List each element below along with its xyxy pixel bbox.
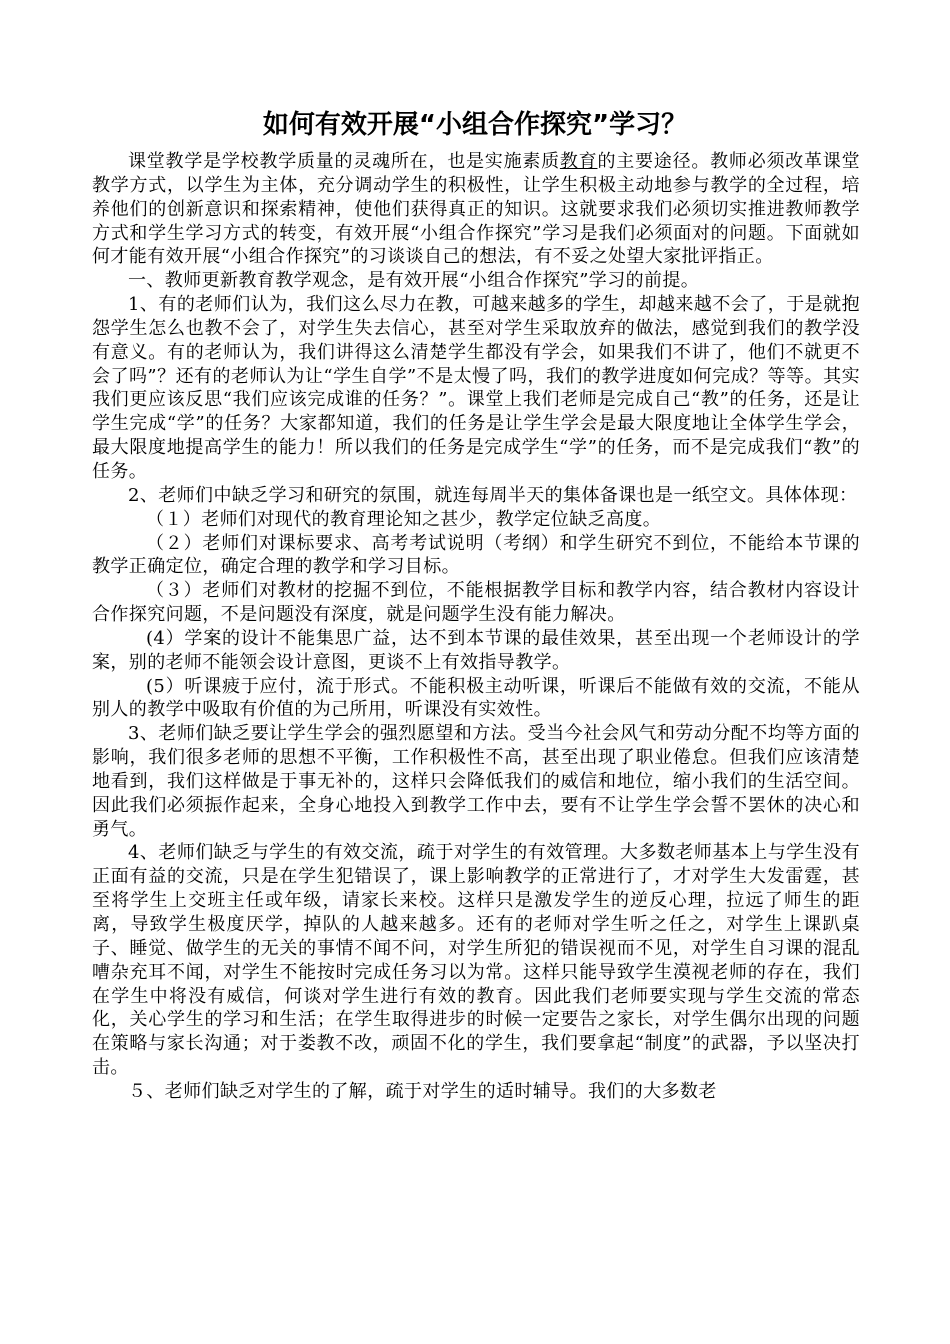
paragraph-4: 4、老师们缺乏与学生的有效交流，疏于对学生的有效管理。大多数老师基本上与学生没有正面有益的交流，只是在学生犯错误了，课上影响教学的正常进行了，才对学生大发雷霆，甚至将学生上交班主任或年级，请家长来校。这样只是激发学生的逆反心理，拉远了师生的距离，导致学生极度厌学，掉队的人越来越多。还有的老师对学生听之任之，对学生上课趴桌子、睡觉、做学生的无关的事情不闻不问，对学生所犯的错误视而不见，对学生自习课的混乱嘈杂充耳不闻，对学生不能按时完成任务习以为常。这样只能导致学生漠视老师的存在，我们在学生中将没有威信，何谈对学生进行有效的教育。因此我们老师要实现与学生交流的常态化，关心学生的学习和生活；在学生取得进步的时候一定要告之家长，对学生偶尔出现的问题在策略与家长沟通；对于娄教不改，顽固不化的学生，我们要拿起“制度”的武器，予以坚决打击。 [92, 842, 860, 1079]
paragraph-5: ５、老师们缺乏对学生的了解，疏于对学生的适时辅导。我们的大多数老 [128, 1080, 717, 1102]
list-item-2-1: （１）老师们对现代的教育理论知之甚少，教学定位缺乏高度。 [146, 508, 662, 530]
list-item-2-4: (4）学案的设计不能集思广益，达不到本节课的最佳效果，甚至出现一个老师设计的学案，别的老师不能领会设计意图，更谈不上有效指导教学。 [92, 627, 860, 673]
list-item-2-3: （３）老师们对教材的挖掘不到位，不能根据教学目标和教学内容，结合教材内容设计合作探究问题，不是问题没有深度，就是问题学生没有能力解决。 [92, 580, 860, 626]
section-heading-1: 一、教师更新教育教学观念，是有效开展“小组合作探究”学习的前提。 [128, 270, 700, 292]
paragraph-1: 1、有的老师们认为，我们这么尽力在教，可越来越多的学生，却越来越不会了，于是就抱怨学生怎么也教不会了，对学生失去信心，甚至对学生采取放弃的做法，感觉到我们的教学没有意义。有的老师认为，我们讲得这么清楚学生都没有学会，如果我们不讲了，他们不就更不会了吗”？还有的老师认为让“学生自学”不是太慢了吗，我们的教学进度如何完成？等等。其实我们更应该反思“我们应该完成谁的任务？”。课堂上我们老师是完成自己“教”的任务，还是让学生完成“学”的任务？大家都知道，我们的任务是让学生学会是最大限度地让全体学生学会，最大限度地提高学生的能力！所以我们的任务是完成学生“学”的任务，而不是完成我们“教”的任务。 [92, 294, 860, 482]
intro-text-b: 的主要途径。教师必须改革课堂教学方式，以学生为主体，充分调动学生的积极性，让学生积极主动地参与教学的全过程，培养他们的创新意识和探索精神，使他们获得真正的知识。这就要求我们必须切实推进教师教学方式和学生学习方式的转变，有效开展“小组合作探究”学习是我们必须面对的问题。下面就如何才能有效开展“小组合作探究”的习谈谈自己的想法，有不妥之处望大家批评指正。 [92, 151, 860, 268]
paragraph-2: 2、老师们中缺乏学习和研究的氛围，就连每周半天的集体备课也是一纸空文。具体体现： [128, 484, 858, 506]
document-body [92, 150, 860, 1104]
intro-paragraph [92, 150, 860, 269]
intro-text-a: 课堂教学是学校教学质量的灵魂所在，也是实施素质 [128, 151, 560, 172]
paragraph-3: 3、老师们缺乏要让学生学会的强烈愿望和方法。受当今社会风气和劳动分配不均等方面的影响，我们很多老师的思想不平衡，工作积极性不高，甚至出现了职业倦怠。但我们应该清楚地看到，我们这样做是于事无补的，这样只会降低我们的威信和地位，缩小我们的生活空间。因此我们必须振作起来，全身心地投入到教学工作中去，要有不让学生学会誓不罢休的决心和勇气。 [92, 723, 860, 840]
document-title: 如何有效开展“小组合作探究”学习？ [262, 110, 688, 140]
education-link[interactable]: 教育 [559, 151, 598, 172]
list-item-2-2: （２）老师们对课标要求、高考考试说明（考纲）和学生研究不到位，不能给本节课的教学正确定位，确定合理的教学和学习目标。 [92, 532, 860, 578]
list-item-2-5: (5）听课疲于应付，流于形式。不能积极主动听课，听课后不能做有效的交流，不能从别人的教学中吸取有价值的为己所用，听课没有实效性。 [92, 675, 860, 721]
